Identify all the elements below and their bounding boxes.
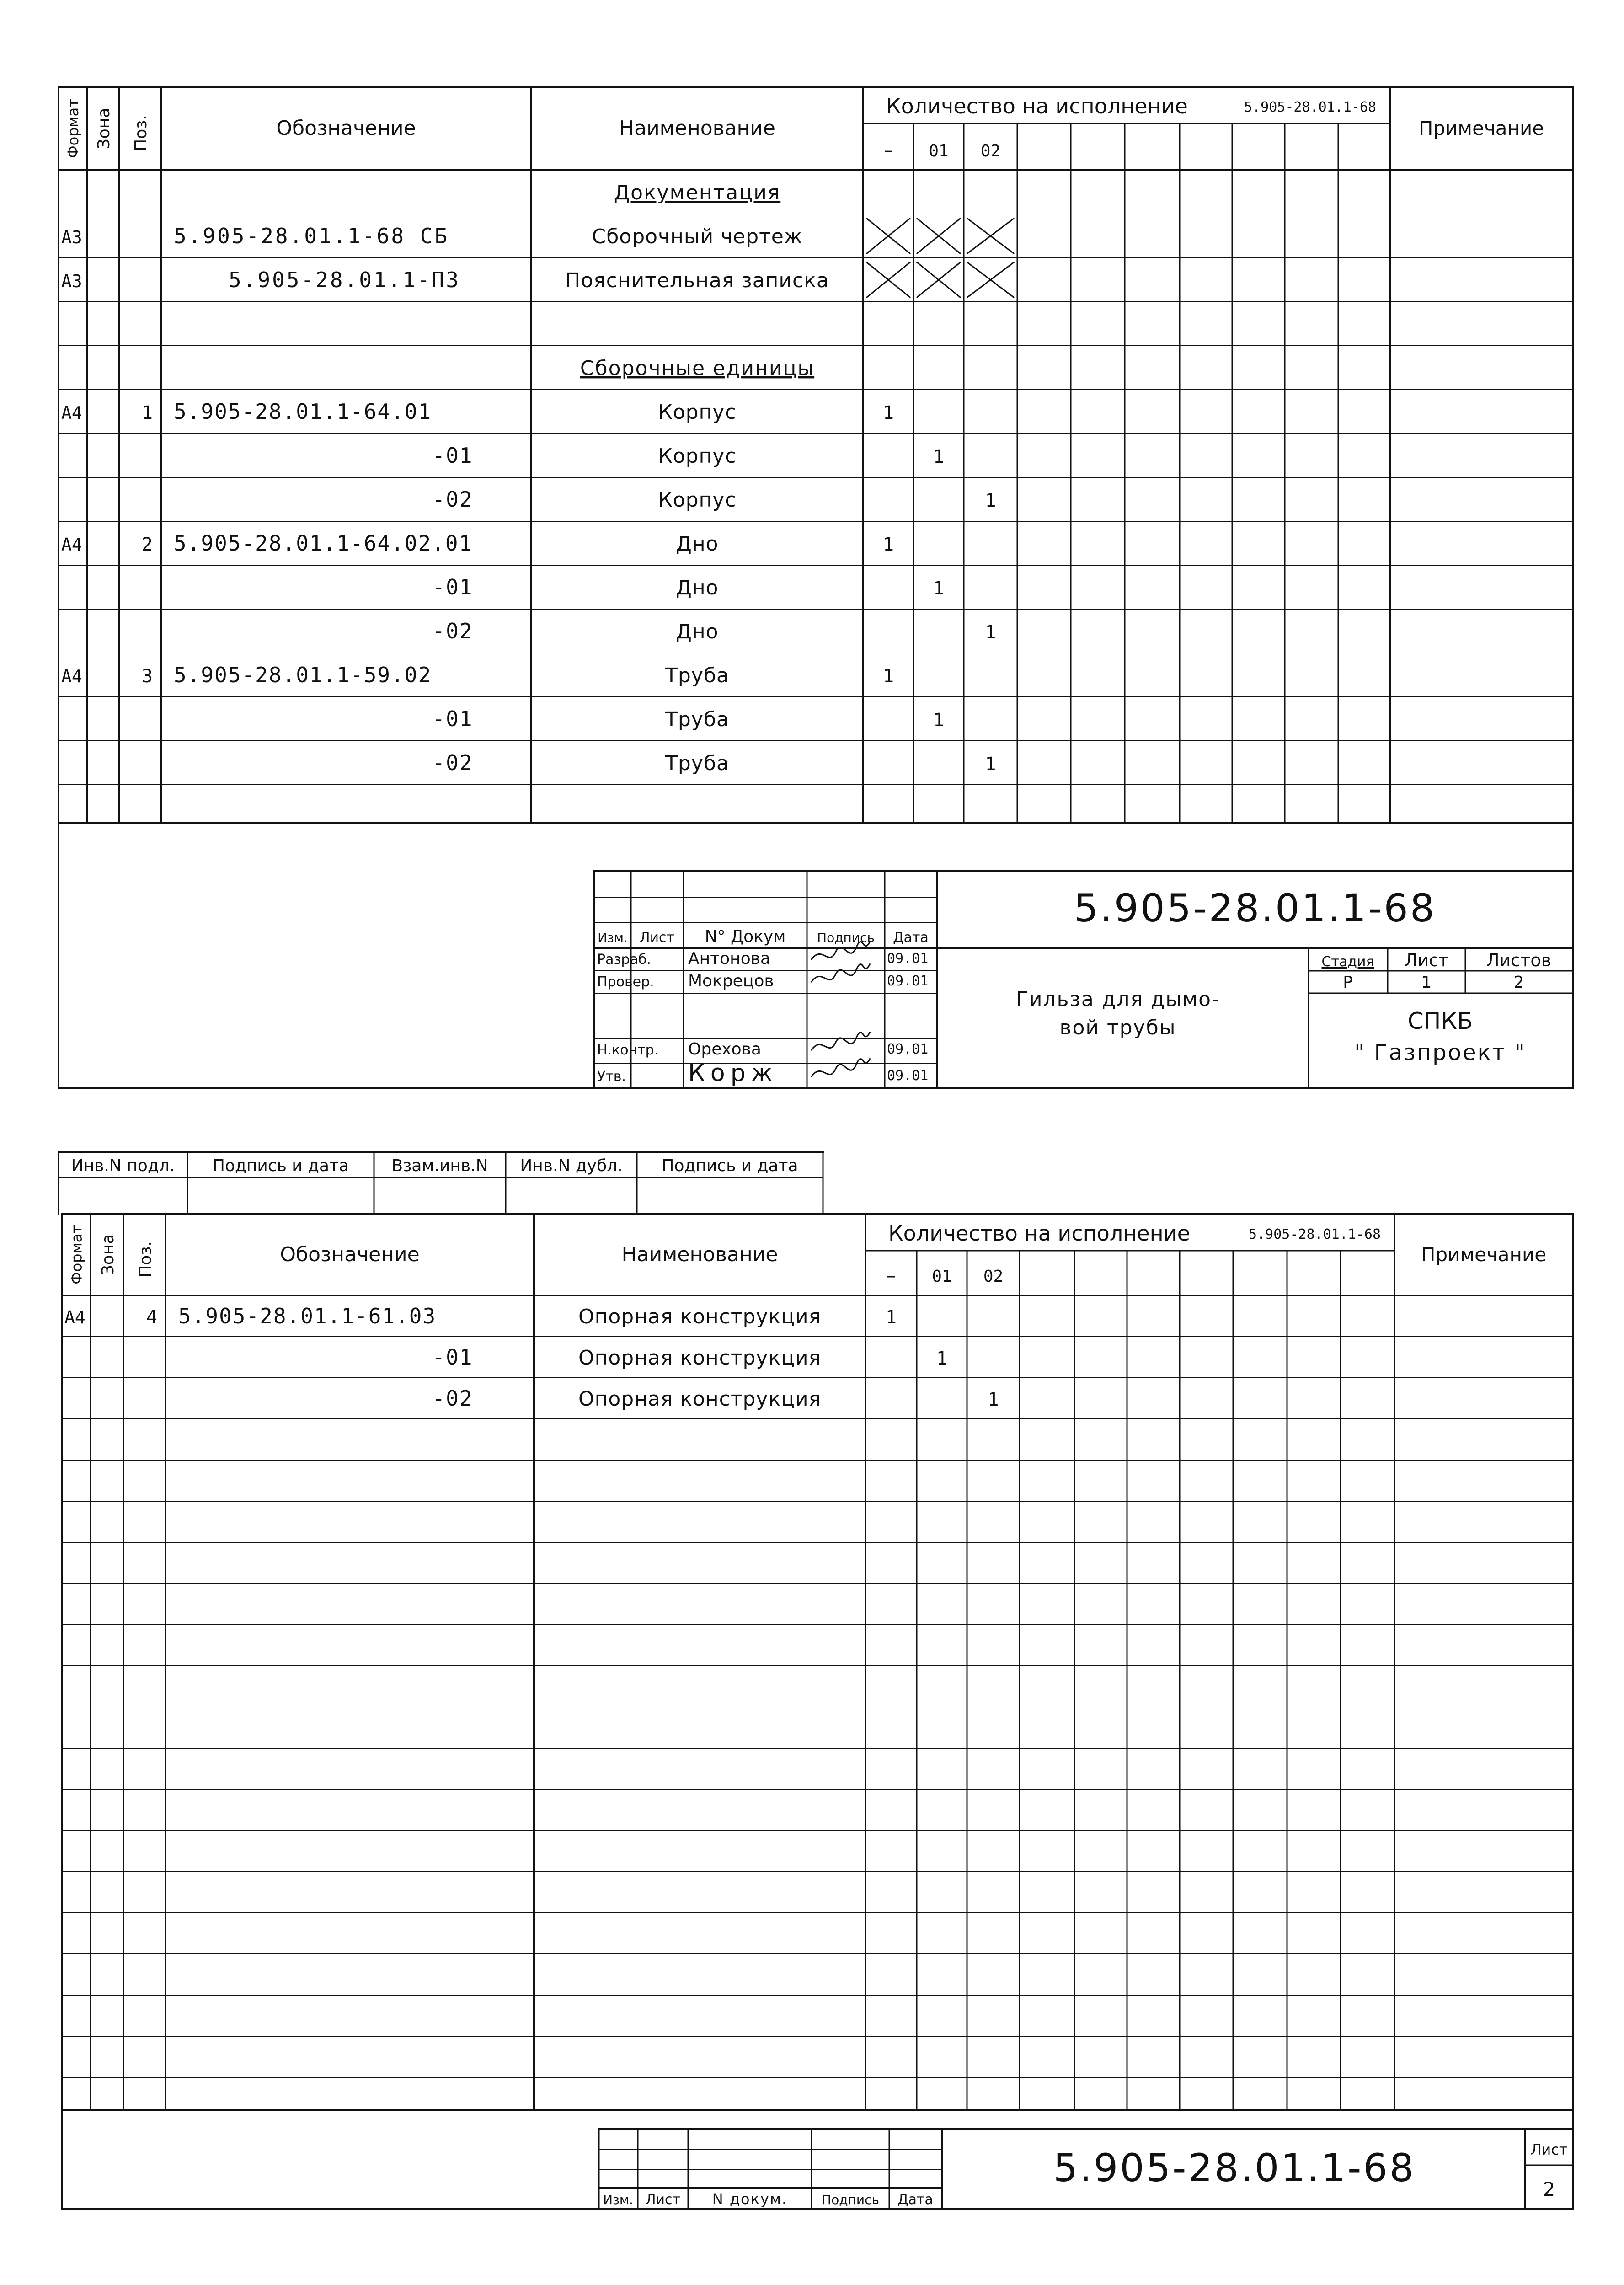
quantity-value: 1	[985, 490, 996, 511]
col-header-quantity: Количество на исполнение	[888, 1221, 1190, 1246]
signer-role: Утв.	[597, 1069, 626, 1085]
stamp-col-doc: N докум.	[712, 2190, 788, 2208]
col-header-quantity: Количество на исполнение	[886, 94, 1188, 118]
row-name: Труба	[665, 752, 729, 775]
row-designation: -02	[432, 1386, 473, 1411]
col-header-designation: Обозначение	[280, 1243, 420, 1266]
row-format: А3	[61, 271, 82, 291]
row-designation: 5.905-28.01.1-ПЗ	[229, 268, 461, 292]
sheet-value: 1	[1421, 973, 1432, 992]
row-format: А4	[61, 666, 82, 686]
signer-date: 09.01	[887, 1068, 929, 1084]
col-header-quantity-code: 5.905-28.01.1-68	[1249, 1226, 1381, 1242]
col-header-quantity-code: 5.905-28.01.1-68	[1244, 99, 1376, 115]
row-designation: -01	[432, 706, 473, 731]
signer-date: 09.01	[887, 973, 929, 989]
exec-01-header: 01	[932, 1267, 952, 1286]
row-designation: -01	[432, 1345, 473, 1370]
exec-02-header: 02	[983, 1267, 1004, 1286]
signature-scribble	[812, 964, 870, 982]
row-name: Корпус	[658, 488, 737, 512]
row-name: Опорная конструкция	[578, 1305, 822, 1328]
organization-name: СПКБ	[1407, 1008, 1473, 1034]
signer-name: Орехова	[688, 1040, 761, 1059]
row-position: 1	[141, 402, 153, 423]
col-header-name: Наименование	[619, 117, 775, 140]
row-designation: -02	[432, 750, 473, 775]
col-header-note: Примечание	[1421, 1243, 1547, 1266]
row-format: А4	[61, 403, 82, 423]
signature-scribble	[812, 1033, 870, 1050]
signature-scribble	[812, 1059, 870, 1077]
quantity-value: 1	[933, 446, 945, 467]
row-designation: 5.905-28.01.1-61.03	[178, 1304, 437, 1328]
col-header-pos: Поз.	[132, 115, 150, 151]
quantity-value: 1	[936, 1348, 948, 1369]
stage-value: Р	[1343, 973, 1353, 992]
row-name: Труба	[665, 664, 729, 687]
quantity-value: 1	[882, 534, 894, 555]
col-header-designation: Обозначение	[276, 117, 416, 140]
row-name: Труба	[665, 708, 729, 731]
quantity-value: 1	[988, 1389, 999, 1410]
signer-date: 09.01	[887, 1041, 929, 1057]
row-format: А4	[64, 1307, 85, 1327]
stamp-col-sign: Подпись	[822, 2192, 879, 2207]
inventory-strip-label: Инв.N дубл.	[520, 1156, 623, 1175]
title-col-sign: Подпись	[817, 930, 875, 945]
row-name: Дно	[676, 620, 719, 643]
row-designation: -01	[432, 443, 473, 468]
signer-role: Разраб.	[597, 952, 651, 968]
col-header-format: Формат	[64, 99, 82, 158]
stage-label: Стадия	[1321, 954, 1374, 970]
quantity-value: 1	[885, 1307, 897, 1328]
row-designation: 5.905-28.01.1-59.02	[174, 663, 432, 687]
exec-dash-header: –	[884, 140, 893, 161]
row-name: Дно	[676, 576, 719, 599]
signer-role: Н.контр.	[597, 1042, 659, 1058]
row-name: Опорная конструкция	[578, 1387, 822, 1411]
row-position: 4	[146, 1307, 157, 1328]
quantity-value: 1	[985, 754, 996, 775]
sheets-label: Листов	[1486, 950, 1551, 970]
title-doc-code: 5.905-28.01.1-68	[1074, 886, 1437, 931]
title-col-list: Лист	[639, 930, 675, 946]
stamp-sheet-label: Лист	[1530, 2141, 1568, 2158]
stamp-doc-code: 5.905-28.01.1-68	[1053, 2146, 1416, 2190]
signer-name: Антонова	[688, 949, 770, 968]
quantity-value: 1	[985, 622, 996, 643]
col-header-name: Наименование	[621, 1243, 778, 1266]
inventory-strip-label: Подпись и дата	[662, 1156, 798, 1175]
stamp-col-date: Дата	[897, 2192, 933, 2208]
row-name: Опорная конструкция	[578, 1346, 822, 1370]
quantity-value: 1	[933, 710, 945, 731]
sheets-value: 2	[1513, 973, 1524, 992]
row-designation: -01	[432, 575, 473, 599]
section-heading: Сборочные единицы	[580, 357, 815, 380]
quantity-value: 1	[882, 666, 894, 687]
quantity-value: 1	[933, 578, 945, 599]
row-designation: -02	[432, 619, 473, 643]
stamp-sheet-value: 2	[1543, 2178, 1555, 2200]
signer-name: Мокрецов	[688, 972, 774, 990]
col-header-format: Формат	[68, 1225, 85, 1284]
row-name: Пояснительная записка	[565, 269, 829, 292]
section-heading: Документация	[614, 181, 781, 204]
exec-dash-header: –	[887, 1265, 896, 1286]
sheet-label: Лист	[1404, 950, 1449, 970]
col-header-zone: Зона	[95, 107, 113, 150]
col-header-pos: Поз.	[136, 1241, 155, 1278]
signer-name: Корж	[688, 1060, 778, 1087]
inventory-strip-label: Подпись и дата	[212, 1156, 349, 1175]
inventory-strip-label: Взам.инв.N	[391, 1156, 488, 1175]
row-name: Сборочный чертеж	[592, 225, 803, 248]
row-designation: -02	[432, 487, 473, 512]
title-col-izm: Изм.	[598, 930, 628, 945]
row-name: Корпус	[658, 444, 737, 468]
row-name: Корпус	[658, 401, 737, 424]
signer-role: Провер.	[597, 974, 654, 990]
product-title-line2: вой трубы	[1059, 1016, 1176, 1039]
stamp-col-izm: Изм.	[603, 2192, 633, 2207]
signer-date: 09.01	[887, 951, 929, 967]
row-designation: 5.905-28.01.1-64.02.01	[174, 531, 473, 556]
title-col-doc: N° Докум	[705, 927, 786, 946]
quantity-value: 1	[882, 402, 894, 423]
organization-subtitle: " Газпроект "	[1354, 1040, 1526, 1065]
product-title-line1: Гильза для дымо-	[1016, 988, 1220, 1011]
inventory-strip-label: Инв.N подл.	[71, 1156, 175, 1175]
row-designation: 5.905-28.01.1-64.01	[174, 399, 432, 424]
row-designation: 5.905-28.01.1-68 СБ	[174, 224, 449, 248]
stamp-col-list: Лист	[645, 2192, 681, 2208]
col-header-note: Примечание	[1418, 117, 1544, 139]
row-position: 3	[141, 666, 153, 687]
row-format: А4	[61, 535, 82, 555]
exec-01-header: 01	[929, 142, 949, 161]
row-format: А3	[61, 227, 82, 247]
title-col-date: Дата	[893, 930, 929, 946]
col-header-zone: Зона	[99, 1234, 118, 1276]
row-position: 2	[141, 534, 153, 555]
row-name: Дно	[676, 532, 719, 556]
exec-02-header: 02	[980, 142, 1001, 161]
